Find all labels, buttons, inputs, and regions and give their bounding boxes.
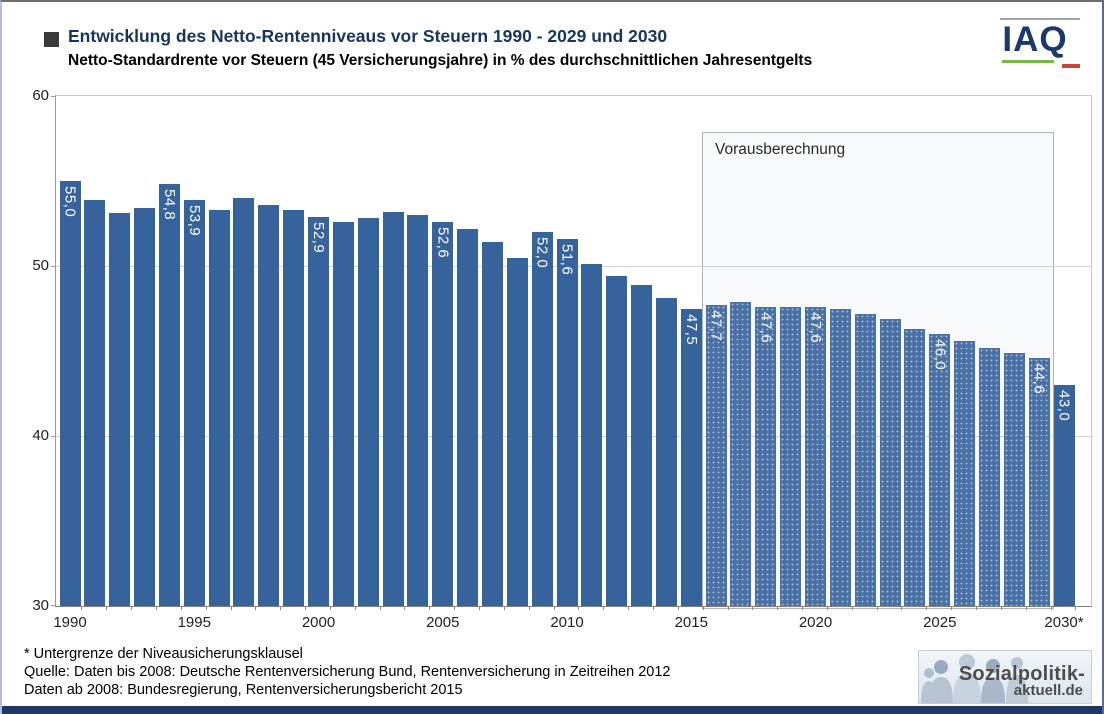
bar-1996 xyxy=(209,210,230,606)
bar-2003 xyxy=(383,212,404,606)
x-tick-mark xyxy=(901,606,902,610)
bar-2027 xyxy=(979,348,1000,606)
bar-value-label-2030: 43,0 xyxy=(1055,390,1073,422)
bar-value-label-2015: 47,5 xyxy=(682,313,700,345)
x-tick-mark xyxy=(1001,606,1002,610)
bar-value-label-2029: 44,6 xyxy=(1030,362,1048,395)
x-tick-mark xyxy=(479,606,480,610)
x-tick-mark xyxy=(777,606,778,610)
bar-value-label-1995: 53,9 xyxy=(185,204,203,236)
bar-2002 xyxy=(358,218,379,606)
bar-2011 xyxy=(581,264,602,606)
bar-2008 xyxy=(507,258,528,607)
x-tick-mark xyxy=(504,606,505,610)
bar-2030 xyxy=(1054,385,1075,606)
x-tick-mark xyxy=(877,606,878,610)
x-tick-mark xyxy=(355,606,356,610)
source-line-2: Daten ab 2008: Bundesregierung, Rentenversicherungsbericht 2015 xyxy=(24,682,463,698)
bar-1997 xyxy=(233,198,254,606)
sozialpolitik-logo-line2: aktuell.de xyxy=(1013,682,1083,699)
bar-value-label-2000: 52,9 xyxy=(310,221,327,253)
bar-2013 xyxy=(631,285,652,606)
x-axis-tick-label-2020: 2020 xyxy=(798,614,833,631)
x-axis-tick-label-2010: 2010 xyxy=(550,614,584,631)
bar-2001 xyxy=(333,222,354,606)
bar-1999 xyxy=(283,210,304,606)
x-tick-mark xyxy=(529,606,530,610)
iaq-logo-text: IAQ xyxy=(1002,20,1068,59)
x-axis-tick-label-2015: 2015 xyxy=(674,614,708,631)
x-tick-mark xyxy=(752,606,753,610)
bar-2015 xyxy=(681,309,702,607)
source-line-1: Quelle: Daten bis 2008: Deutsche Rentenversicherung Bund, Rentenversicherung in Zeitreihen 2012 xyxy=(24,664,671,680)
bar-2012 xyxy=(606,276,627,606)
x-tick-mark xyxy=(1026,606,1027,610)
bar-2007 xyxy=(482,242,503,606)
bar-2017 xyxy=(730,302,751,606)
y-axis-tick-label: 30 xyxy=(32,597,49,614)
x-tick-mark xyxy=(976,606,977,610)
bar-2019 xyxy=(780,307,801,606)
bar-2004 xyxy=(407,215,428,606)
x-tick-mark xyxy=(156,606,157,610)
x-tick-mark xyxy=(603,606,604,610)
title-bullet-square xyxy=(44,32,59,47)
projection-box-label: Vorausberechnung xyxy=(715,141,846,158)
x-tick-mark xyxy=(280,606,281,610)
x-tick-mark xyxy=(653,606,654,610)
x-axis-tick-label-2025: 2025 xyxy=(923,614,957,631)
bar-2010 xyxy=(557,239,578,606)
bar-1998 xyxy=(258,205,279,606)
bar-2023 xyxy=(880,319,901,606)
y-tick-mark xyxy=(51,436,56,437)
bar-value-label-2009: 52,0 xyxy=(533,237,551,269)
bar-1991 xyxy=(84,200,105,606)
bar-2029 xyxy=(1029,358,1050,606)
y-tick-mark xyxy=(51,96,56,97)
bar-2009 xyxy=(532,232,553,606)
bar-chart-plot-area xyxy=(32,87,1092,631)
x-tick-mark xyxy=(380,606,381,610)
bar-value-label-2010: 51,6 xyxy=(558,243,576,276)
bar-2028 xyxy=(1004,353,1025,606)
x-tick-mark xyxy=(131,606,132,610)
x-tick-mark xyxy=(106,606,107,610)
bar-2006 xyxy=(457,229,478,606)
bar-value-label-2020: 47,6 xyxy=(807,311,824,344)
bar-value-label-1994: 54,8 xyxy=(160,189,178,221)
bar-value-label-1990: 55,0 xyxy=(61,186,79,218)
figure-subtitle: Netto-Standardrente vor Steuern (45 Versicherungsjahre) in % des durchschnittlichen Jahresentgelts xyxy=(68,52,813,69)
bar-value-label-2016: 47,7 xyxy=(707,310,725,342)
bar-2018 xyxy=(755,307,776,606)
x-tick-mark xyxy=(728,606,729,610)
y-tick-mark xyxy=(51,266,56,267)
bar-2005 xyxy=(432,222,453,606)
y-axis-tick-label: 40 xyxy=(32,427,49,444)
x-tick-mark xyxy=(404,606,405,610)
x-tick-mark xyxy=(628,606,629,610)
bar-1990 xyxy=(60,181,81,606)
x-tick-mark xyxy=(852,606,853,610)
bar-2024 xyxy=(904,329,925,606)
bar-1995 xyxy=(184,200,205,606)
bar-1993 xyxy=(134,208,155,606)
iaq-logo-green-line xyxy=(1002,60,1054,63)
bar-value-label-2005: 52,6 xyxy=(434,226,452,259)
bar-1992 xyxy=(109,213,130,606)
bar-2021 xyxy=(830,309,851,607)
footnote: * Untergrenze der Niveausicherungsklausel xyxy=(24,646,303,662)
bar-2014 xyxy=(656,298,677,606)
x-axis-tick-label-2030: 2030* xyxy=(1044,614,1084,631)
x-tick-mark xyxy=(255,606,256,610)
bar-2016 xyxy=(706,305,727,606)
bar-2000 xyxy=(308,217,329,606)
bar-value-label-2025: 46,0 xyxy=(931,339,949,371)
x-axis-tick-label-1995: 1995 xyxy=(177,614,211,631)
bar-2025 xyxy=(929,334,950,606)
iaq-logo-red-line xyxy=(1062,64,1080,68)
y-axis-tick-label: 60 xyxy=(32,87,49,104)
y-axis-tick-label: 50 xyxy=(32,257,49,274)
bottom-accent-bar xyxy=(2,706,1102,714)
iaq-logo xyxy=(992,10,1088,68)
bar-2022 xyxy=(855,314,876,606)
x-axis-tick-label-2005: 2005 xyxy=(426,614,460,631)
bar-1994 xyxy=(159,184,180,606)
figure-title: Entwicklung des Netto-Rentenniveaus vor Steuern 1990 - 2029 und 2030 xyxy=(68,26,668,46)
sozialpolitik-logo-line1: Sozialpolitik- xyxy=(958,663,1085,685)
sozialpolitik-logo xyxy=(918,650,1092,704)
x-axis-tick-label-2000: 2000 xyxy=(301,614,336,631)
x-tick-mark xyxy=(231,606,232,610)
bar-2020 xyxy=(805,307,826,606)
bar-2026 xyxy=(954,341,975,606)
bar-value-label-2018: 47,6 xyxy=(757,311,775,344)
x-axis-tick-label-1990: 1990 xyxy=(53,614,87,631)
